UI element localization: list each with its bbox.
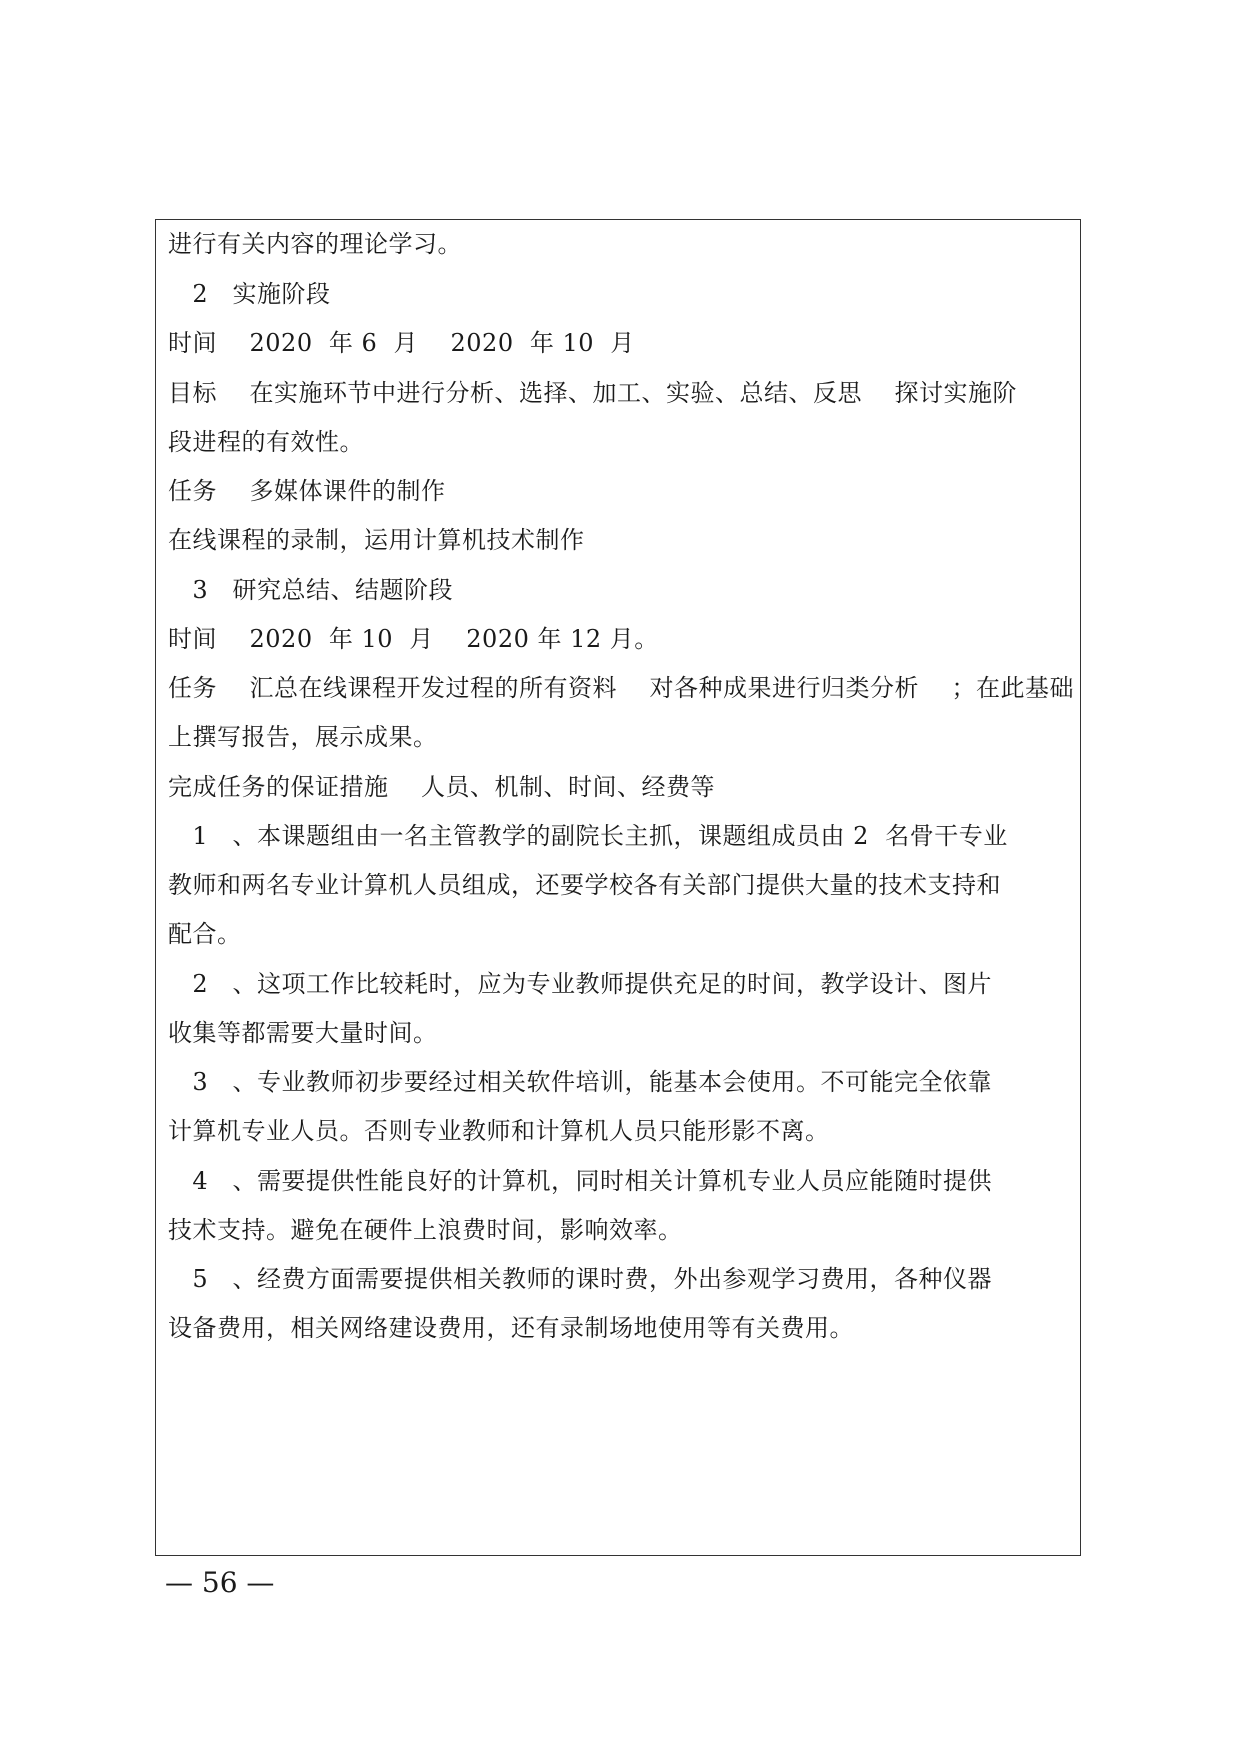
text-line-9: 时间 2020 年 10 月 2020 年 12 月。	[168, 625, 659, 653]
page-number: — 56 —	[165, 1566, 275, 1599]
text-line-18: 3 、专业教师初步要经过相关软件培训，能基本会使用。不可能完全依靠	[168, 1068, 993, 1096]
text-line-8: 3 研究总结、结题阶段	[168, 576, 454, 604]
text-line-22: 5 、经费方面需要提供相关教师的课时费，外出参观学习费用，各种仪器	[168, 1265, 993, 1293]
text-line-16: 2 、这项工作比较耗时，应为专业教师提供充足的时间，教学设计、图片	[168, 970, 993, 998]
text-line-13: 1 、本课题组由一名主管教学的副院长主抓，课题组成员由 2 名骨干专业	[168, 822, 1008, 850]
text-line-15: 配合。	[168, 920, 242, 948]
text-line-4: 目标 在实施环节中进行分析、选择、加工、实验、总结、反思 探讨实施阶	[168, 379, 1018, 407]
text-line-5: 段进程的有效性。	[168, 428, 364, 456]
text-line-6: 任务 多媒体课件的制作	[168, 477, 446, 505]
text-line-12: 完成任务的保证措施 人员、机制、时间、经费等	[168, 773, 716, 801]
text-line-20: 4 、需要提供性能良好的计算机，同时相关计算机专业人员应能随时提供	[168, 1167, 993, 1195]
text-line-7: 在线课程的录制，运用计算机技术制作	[168, 526, 585, 554]
text-line-11: 上撰写报告，展示成果。	[168, 723, 438, 751]
text-line-3: 时间 2020 年 6 月 2020 年 10 月	[168, 329, 635, 357]
text-line-23: 设备费用，相关网络建设费用，还有录制场地使用等有关费用。	[168, 1314, 854, 1342]
text-line-17: 收集等都需要大量时间。	[168, 1019, 438, 1047]
text-line-1: 进行有关内容的理论学习。	[168, 230, 462, 258]
text-line-21: 技术支持。避免在硬件上浪费时间，影响效率。	[168, 1216, 683, 1244]
text-line-2: 2 实施阶段	[168, 280, 331, 308]
text-line-19: 计算机专业人员。否则专业教师和计算机人员只能形影不离。	[168, 1117, 830, 1145]
text-line-14: 教师和两名专业计算机人员组成，还要学校各有关部门提供大量的技术支持和	[168, 871, 1001, 899]
text-line-10: 任务 汇总在线课程开发过程的所有资料 对各种成果进行归类分析 ；在此基础	[168, 674, 1075, 702]
